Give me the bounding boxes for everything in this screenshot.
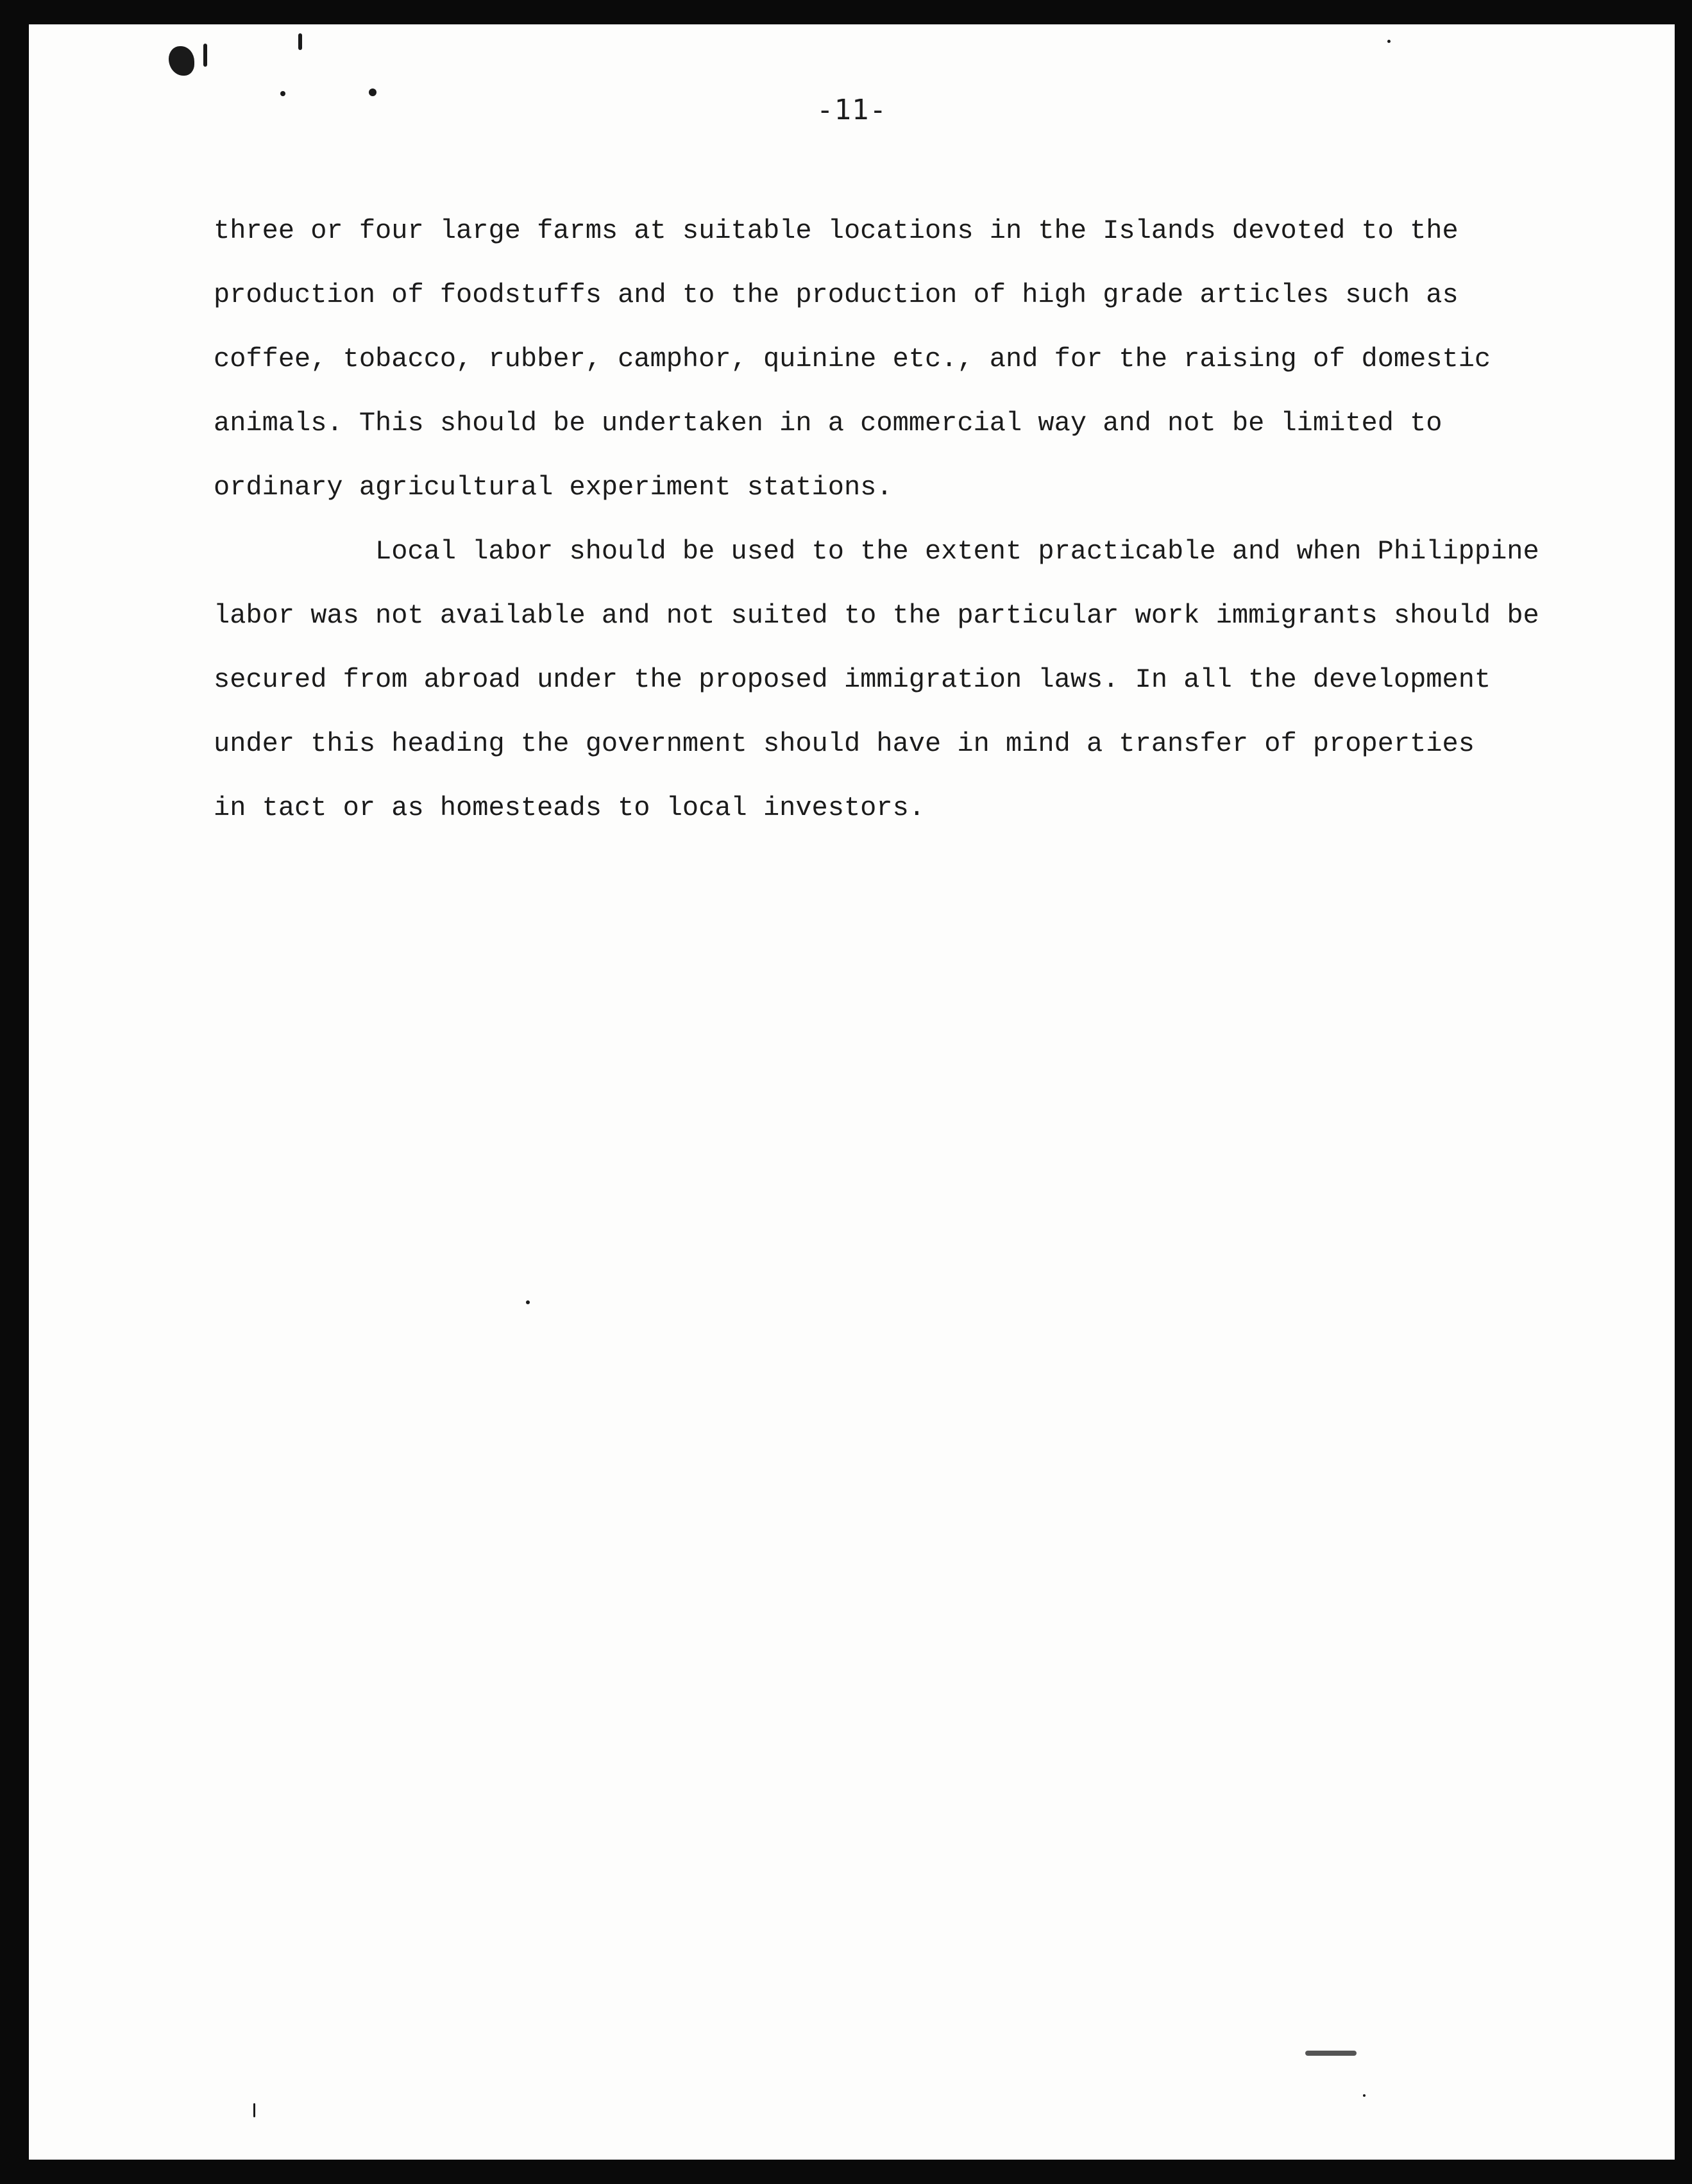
text-line: labor was not available and not suited to the particular work immigrants should be [214,600,1539,631]
text-line: in tact or as homesteads to local investors. [214,793,925,823]
ink-speck-mark [1387,40,1391,43]
text-line: Local labor should be used to the extent practicable and when Philippine [375,536,1539,567]
page-number: -11- [816,94,887,126]
ink-blot-mark [169,46,194,76]
ink-speck-mark [1363,2094,1366,2097]
text-line: ordinary agricultural experiment stations. [214,472,893,503]
ink-speck-mark [526,1300,530,1304]
text-line: three or four large farms at suitable locations in the Islands devoted to the [214,215,1459,246]
text-line: animals. This should be undertaken in a commercial way and not be limited to [214,408,1442,439]
ink-speck-mark [298,33,302,50]
paragraph [214,199,1561,519]
text-line: production of foodstuffs and to the production of high grade articles such as [214,280,1459,310]
body-text [214,199,1561,840]
ink-speck-mark [1305,2051,1357,2056]
text-line: under this heading the government should have in mind a transfer of properties [214,728,1475,759]
document-page [29,24,1675,2160]
text-line: coffee, tobacco, rubber, camphor, quinine etc., and for the raising of domestic [214,344,1491,374]
ink-speck-mark [203,44,207,67]
ink-speck-mark [253,2103,255,2117]
paragraph [214,519,1561,840]
text-line: secured from abroad under the proposed immigration laws. In all the development [214,664,1491,695]
